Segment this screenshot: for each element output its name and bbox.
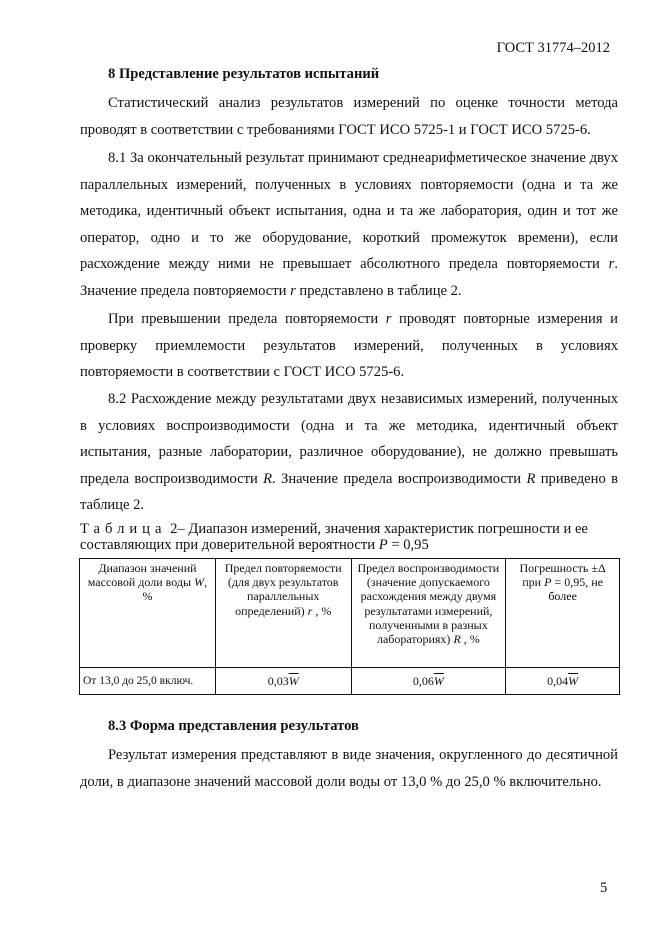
header-range: Диапазон значений массовой доли воды W, % [80,559,216,668]
paragraph-8-1: 8.1 За окончательный результат принимают среднеарифметическое значение двух параллельных измерений, полученных в условиях повторяемости (одна и та же методика, идентичный объект испытания, одна и та же лаборатория, один и тот же оператор, одно и то же оборудование, короткий промежуток времени), если расхождение между ними не превышает абсолютного предела повторяемости r. Значение предела повторяемости r представлено в таблице 2. [80,150,618,299]
table-header-row [80,559,620,668]
cell-reproducibility: $0,06\overline{W}$ [351,668,506,695]
paragraph-8-2: 8.2 Расхождение между результатами двух независимых измерений, полученных в условиях воспроизводимости (одна и та же методика, идентичный объект испытания, разные лаборатории, различное оборудование), не должно превышать предела воспроизводимости R. Значение предела воспроизводимости R приведено в таблице 2. [80,391,618,514]
cell-error: $0,04\overline{W}$ [506,668,620,695]
var-r: r [290,282,296,299]
section-8-title: 8 Представление результатов испытаний [108,66,380,82]
var-r: r [608,256,615,273]
var-R: R [526,470,536,487]
standard-code: ГОСТ 31774–2012 [496,40,610,56]
paragraph-statistical-analysis: Статистический анализ результатов измерений по оценке точности метода проводят в соответствии с требованиями ГОСТ ИСО 5725-1 и ГОСТ ИСО 5725-6. [80,95,618,138]
cell-repeatability: $0,03\overline{W}$ [215,668,351,695]
table-2 [79,558,620,695]
header-repeatability: Предел повторяемости (для двух результатов параллельных определений) r , % [215,559,351,668]
page-number: 5 [600,880,608,896]
table-caption-word: Таблица [80,521,167,537]
table-row [80,668,620,695]
var-R: R [263,470,273,487]
paragraph-8-3: Результат измерения представляют в виде значения, округленного до десятичной доли, в диапазоне значений массовой доли воды от 13,0 % до 25,0 % включительно. [80,747,618,790]
table-2-caption: Таблица 2– Диапазон измерений, значения характеристик погрешности и ее составляющих при доверительной вероятности P = 0,95 [80,521,588,553]
section-8-3-title: 8.3 Форма представления результатов [108,718,359,734]
var-r: r [385,311,392,327]
header-error: Погрешность ±Δ при P = 0,95, не более [506,559,620,668]
paragraph-repeatability-exceeded: При превышении предела повторяемости r проводят повторные измерения и проверку приемлемости результатов измерений, полученных в условиях повторяемости в соответствии с ГОСТ ИСО 5725-6. [80,311,618,381]
cell-range: От 13,0 до 25,0 включ. [80,668,216,695]
header-reproducibility: Предел воспроизводимости (значение допускаемого расхождения между двумя результатами измерений, полученными в разных лабораториях) R , % [351,559,506,668]
